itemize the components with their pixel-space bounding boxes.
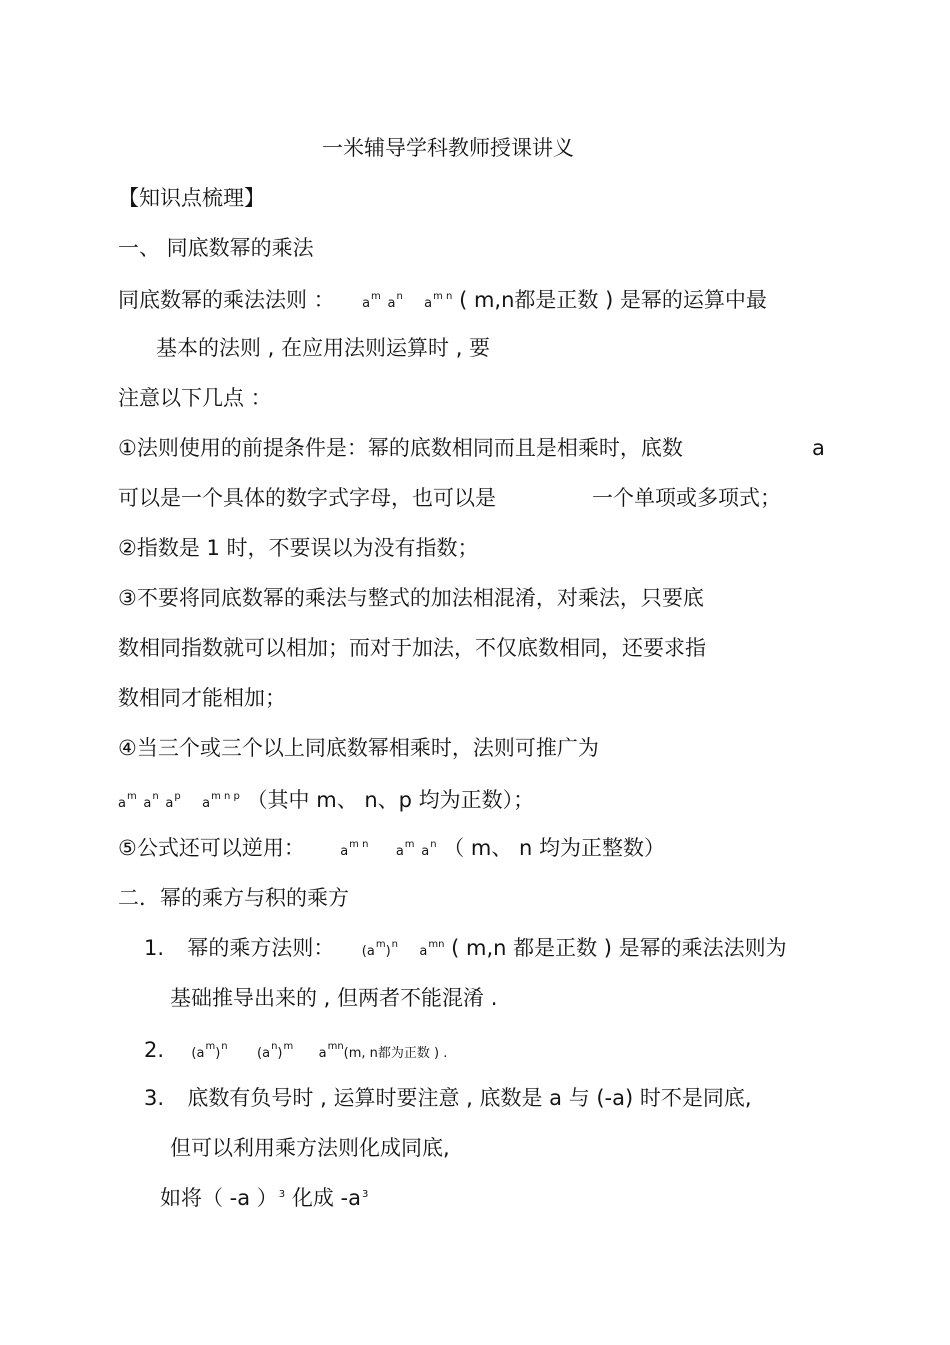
item-2-note: (m, n都为正数 ) . xyxy=(343,1046,448,1061)
exp-3: 3 xyxy=(278,1189,286,1200)
formula-a: a xyxy=(395,844,404,859)
page-title: 一米辅导学科教师授课讲义 xyxy=(322,136,574,160)
exp-m: m xyxy=(205,1041,216,1052)
point-4: ④当三个或三个以上同底数幂相乘时，法则可推广为 xyxy=(118,736,599,760)
point-2: ②指数是 1 时，不要误以为没有指数； xyxy=(118,536,479,560)
item-3-text: 底数有负号时 , 运算时要注意 , 底数是 a 与 (-a) 时不是同底, xyxy=(187,1086,752,1110)
item-3-line-3b: 化成 -a xyxy=(291,1186,361,1210)
exp-3: 3 xyxy=(361,1189,369,1200)
exp-n: n xyxy=(271,1041,278,1052)
formula-a: a xyxy=(366,944,375,959)
formula-a: a xyxy=(202,796,211,811)
formula-a: a xyxy=(262,1046,271,1061)
rule-suffix: ( m,n都是正数 ) 是幂的运算中最 xyxy=(459,288,767,312)
point-3c: 数相同才能相加； xyxy=(118,686,286,710)
item-1-number: 1. xyxy=(144,936,165,960)
exp-n: n xyxy=(221,1041,228,1052)
item-3-line-3 xyxy=(160,1184,368,1217)
exp-m: m xyxy=(375,939,386,950)
formula-a: a xyxy=(424,296,433,311)
item-2: 2. $(a^m)^n$ $(a^n)^m$ $a^{mn}(m$, n都为正数 ) . xyxy=(144,1038,448,1062)
exp-mn: mn xyxy=(327,1041,344,1052)
point-1b: 可以是一个具体的数字式字母，也可以是 xyxy=(118,486,496,510)
point-4-formula xyxy=(118,786,534,819)
item-3-line-3a: 如将（ -a ） xyxy=(160,1186,278,1210)
point-1-var: a xyxy=(812,436,825,460)
formula-a: a xyxy=(421,844,430,859)
item-2-number: 2. xyxy=(144,1038,165,1062)
exp-mn: mn xyxy=(428,939,445,950)
exp-mnp: m n p xyxy=(211,791,240,802)
exp-n: n xyxy=(396,291,403,302)
point-1a: ①法则使用的前提条件是：幂的底数相同而且是相乘时，底数 xyxy=(118,436,683,460)
formula-a: a xyxy=(340,844,349,859)
heading-2: 二．幂的乘方与积的乘方 xyxy=(118,886,349,910)
exp-m: m xyxy=(371,291,381,302)
exp-n: n xyxy=(430,839,437,850)
formula-a: a xyxy=(387,296,396,311)
point-3a: ③不要将同底数幂的乘法与整式的加法相混淆，对乘法，只要底 xyxy=(118,586,704,610)
rule-line-2: 基本的法则 , 在应用法则运算时 , 要 xyxy=(156,336,491,360)
rule-prefix: 同底数幂的乘法法则 ： xyxy=(118,288,335,312)
formula-a: a xyxy=(318,1046,327,1061)
point-5 xyxy=(118,834,665,867)
heading-1: 一、 同底数幂的乘法 xyxy=(118,236,314,260)
formula-a: a xyxy=(118,796,126,811)
exp-mn: m n xyxy=(433,291,453,302)
formula-a: a xyxy=(165,796,174,811)
item-3 xyxy=(144,1084,752,1112)
point-1b-right: 一个单项或多项式； xyxy=(592,486,781,510)
point-3b: 数相同指数就可以相加；而对于加法，不仅底数相同，还要求指 xyxy=(118,636,706,660)
item-1: 1. 幂的乘方法则： $(a^m)^n$ $a^{mn}$ ( m,n 都是正数 ) 是幂的乘法法则为 xyxy=(144,936,787,960)
item-1-line-2: 基础推导出来的 , 但两者不能混淆 . xyxy=(170,986,498,1010)
point-5-prefix: ⑤公式还可以逆用： xyxy=(118,836,305,860)
formula-a: a xyxy=(143,796,152,811)
item-3-number: 3. xyxy=(144,1086,165,1110)
section-heading: 【知识点梳理】 xyxy=(118,186,265,210)
point-5-suffix: （ m、 n 均为正整数） xyxy=(443,836,666,860)
exp-mn: m n xyxy=(349,839,369,850)
notice: 注意以下几点 ： xyxy=(118,386,272,410)
exp-m: m xyxy=(404,839,415,850)
formula-a: a xyxy=(362,296,371,311)
formula-a: a xyxy=(419,944,428,959)
exp-n: n xyxy=(152,791,159,802)
exp-m: m xyxy=(283,1041,294,1052)
exp-p: p xyxy=(174,791,181,802)
item-3-line-2: 但可以利用乘方法则化成同底, xyxy=(170,1136,450,1160)
item-1-text: 幂的乘方法则： xyxy=(187,936,335,960)
rule-line xyxy=(118,286,767,319)
item-1-suffix: ( m,n 都是正数 ) 是幂的乘法法则为 xyxy=(451,936,787,960)
exp-n: n xyxy=(391,939,399,950)
exp-m: m xyxy=(126,791,137,802)
formula-a: a xyxy=(196,1046,205,1061)
point-4-formula-tail: （其中 m、 n、p 均为正数）； xyxy=(246,788,535,812)
